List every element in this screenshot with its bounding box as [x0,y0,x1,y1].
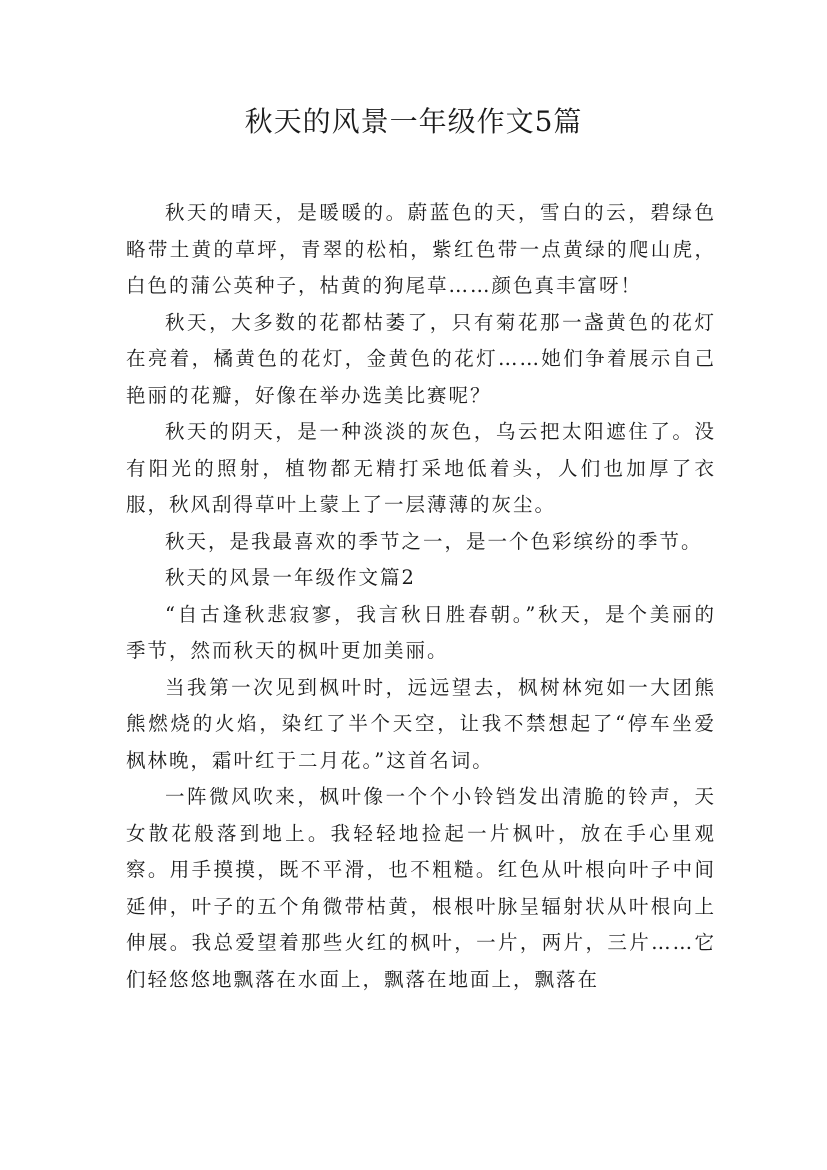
paragraph: 秋天，大多数的花都枯萎了，只有菊花那一盏黄色的花灯在亮着，橘黄色的花灯，金黄色的花灯……她们争着展示自己艳丽的花瓣，好像在举办选美比赛呢？ [126,310,716,407]
paragraph: 秋天，是我最喜欢的季节之一，是一个色彩缤纷的季节。 [165,529,703,553]
paragraph: 一阵微风吹来，枫叶像一个个小铃铛发出清脆的铃声，天女散花般落到地上。我轻轻地捡起一片枫叶，放在手心里观察。用手摸摸，既不平滑，也不粗糙。红色从叶根向叶子中间延伸，叶子的五个角微带枯黄，根根叶脉呈辐射状从叶根向上伸展。我总爱望着那些火红的枫叶，一片，两片，三片……它们轻悠悠地飘落在水面上，飘落在地面上，飘落在 [126,785,716,991]
section-heading: 秋天的风景一年级作文篇2 [165,566,416,589]
document-body [126,195,716,998]
paragraph: “自古逢秋悲寂寥，我言秋日胜春朝。”秋天，是个美丽的季节，然而秋天的枫叶更加美丽。 [126,602,716,662]
paragraph: 当我第一次见到枫叶时，远远望去，枫树林宛如一大团熊熊燃烧的火焰，染红了半个天空，让我不禁想起了“停车坐爱枫林晚，霜叶红于二月花。”这首名词。 [126,675,716,772]
document-title: 秋天的风景一年级作文5篇 [244,105,583,138]
paragraph: 秋天的晴天，是暖暖的。蔚蓝色的天，雪白的云，碧绿色略带土黄的草坪，青翠的松柏，紫红色带一点黄绿的爬山虎，白色的蒲公英种子，枯黄的狗尾草……颜色真丰富呀！ [126,201,716,297]
paragraph: 秋天的阴天，是一种淡淡的灰色，乌云把太阳遮住了。没有阳光的照射，植物都无精打采地低着头，人们也加厚了衣服，秋风刮得草叶上蒙上了一层薄薄的灰尘。 [126,420,716,516]
